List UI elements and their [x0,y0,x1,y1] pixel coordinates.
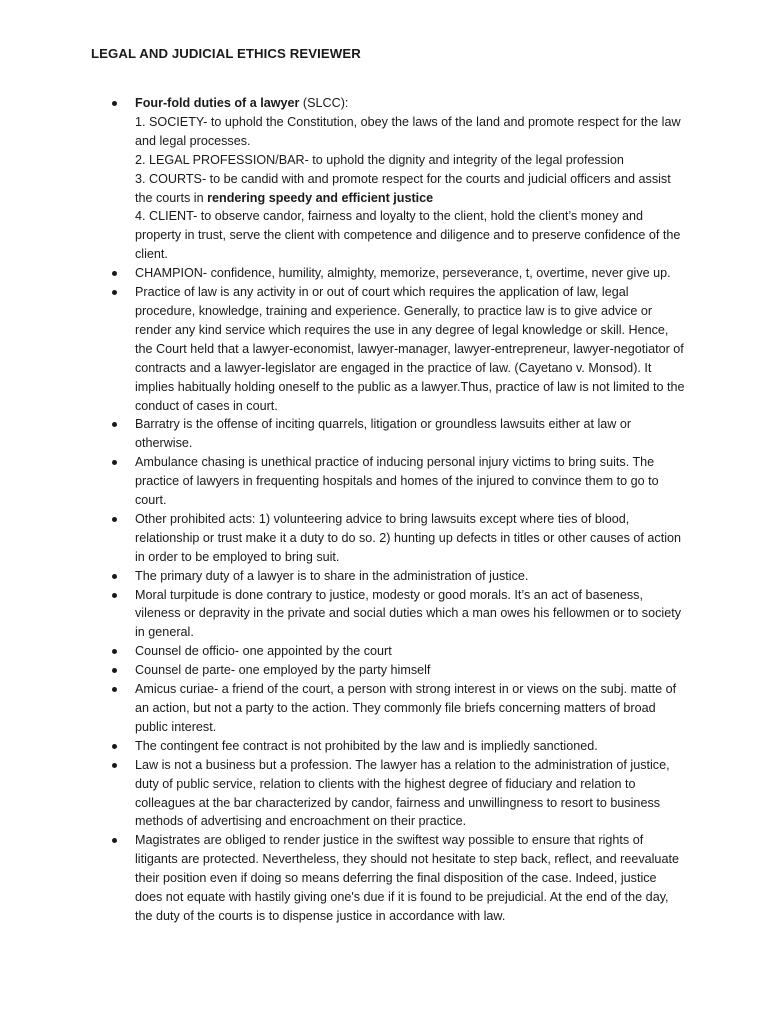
fourfold-heading-line [135,94,686,113]
bullet-icon [112,744,117,749]
list-item-text: Ambulance chasing is unethical practice of inducing personal injury victims to bring suits. The practice of lawyers in frequenting hospitals and homes of the injured to convince them to go to court. [135,455,659,508]
bullet-icon [112,101,117,106]
list-item-text: The primary duty of a lawyer is to share in the administration of justice. [135,568,529,583]
list-item-text: Law is not a business but a profession. The lawyer has a relation to the administration of justice, duty of public service, relation to clients with the highest degree of fiduciary and relation to colleagues at the bar characterized by candor, fairness and unwillingness to resort to business methods of advertising and encroachment on their practice. [135,757,670,829]
fourfold-heading-suffix: (SLCC): [299,96,349,110]
list-item-text: Moral turpitude is done contrary to justice, modesty or good morals. It’s an act of baseness, vileness or depravity in the private and social duties which a man owes his fellowmen or to society in general. [135,587,681,640]
duty-client: 4. CLIENT- to observe candor, fairness and loyalty to the client, hold the client’s money and property in trust, serve the client with competence and diligence and to preserve confidence of the client. [135,209,681,262]
list-item [112,283,686,415]
list-item [112,737,686,756]
duty-courts [135,170,686,208]
bullet-list [112,94,686,926]
bullet-icon [112,593,117,598]
duty-society: 1. SOCIETY- to uphold the Constitution, obey the laws of the land and promote respect for the law and legal processes. [135,114,681,148]
duty-courts-emphasis: rendering speedy and efficient justice [207,190,434,205]
bullet-icon [112,422,117,427]
list-item-text: Amicus curiae- a friend of the court, a person with strong interest in or views on the subj. matte of an action, but not a party to the action. They commonly file briefs concerning matters of broad public interest. [135,682,677,734]
list-item-text: Counsel de parte- one employed by the party himself [135,663,431,678]
bullet-icon [112,668,117,673]
list-item [112,415,686,453]
list-item [112,680,686,737]
document-title: LEGAL AND JUDICIAL ETHICS REVIEWER [91,46,361,61]
list-item-text: Barratry is the offense of inciting quarrels, litigation or groundless lawsuits either at law or otherwise. [135,417,632,451]
bullet-icon [112,517,117,522]
list-item [112,661,686,680]
list-item-text: The contingent fee contract is not prohibited by the law and is impliedly sanctioned. [135,738,598,753]
bullet-icon [112,838,117,843]
list-item [112,264,686,283]
list-item [112,642,686,661]
bullet-icon [112,460,117,465]
duty-legal-profession: 2. LEGAL PROFESSION/BAR- to uphold the dignity and integrity of the legal profession [135,152,624,167]
list-item [112,756,686,832]
list-item [112,831,686,926]
list-item-text: Magistrates are obliged to render justice in the swiftest way possible to ensure that rights of litigants are protected. Nevertheless, they should not hesitate to step back, reflect, and reevaluate their position even if doing so means deferring the final disposition of the case. Indeed, justice does not equate with hastily giving one's due if it is found to be prejudicial. At the end of the day, the duty of the courts is to dispense justice in accordance with law. [135,833,679,923]
bullet-icon [112,271,117,276]
fourfold-heading: Four-fold duties of a lawyer [135,96,300,110]
bullet-icon [112,763,117,768]
list-item [112,453,686,510]
list-item [112,510,686,567]
bullet-icon [112,574,117,579]
bullet-icon [112,649,117,654]
list-item-text: Practice of law is any activity in or out of court which requires the application of law, legal procedure, knowledge, training and experience. Generally, to practice law is to give advice or render any kind service which requires the use in any degree of legal knowledge or skill. Hence, the Court held that a lawyer-economist, lawyer-manager, lawyer-entrepreneur, lawyer-negotiator of contracts and a lawyer-legislator are engaged in the practice of law. (Cayetano v. Monsod). It implies habitually holding oneself to the public as a lawyer.Thus, practice of law is not limited to the conduct of cases in court. [135,285,685,413]
duty-courts-text: 3. COURTS- to be candid with and promote respect for the courts and judicial officers and assist the courts in [135,171,671,205]
list-item-fourfold-duties [112,94,686,264]
list-item [112,586,686,643]
list-item-text: CHAMPION- confidence, humility, almighty, memorize, perseverance, t, overtime, never give up. [135,266,671,281]
list-item-text: Counsel de officio- one appointed by the court [135,644,392,659]
bullet-icon [112,290,117,295]
list-item [112,567,686,586]
bullet-icon [112,687,117,692]
list-item-text: Other prohibited acts: 1) volunteering advice to bring lawsuits except where ties of blood, relationship or trust make it a duty to do so. 2) hunting up defects in titles or other causes of action in order to be employed to bring suit. [135,511,682,564]
